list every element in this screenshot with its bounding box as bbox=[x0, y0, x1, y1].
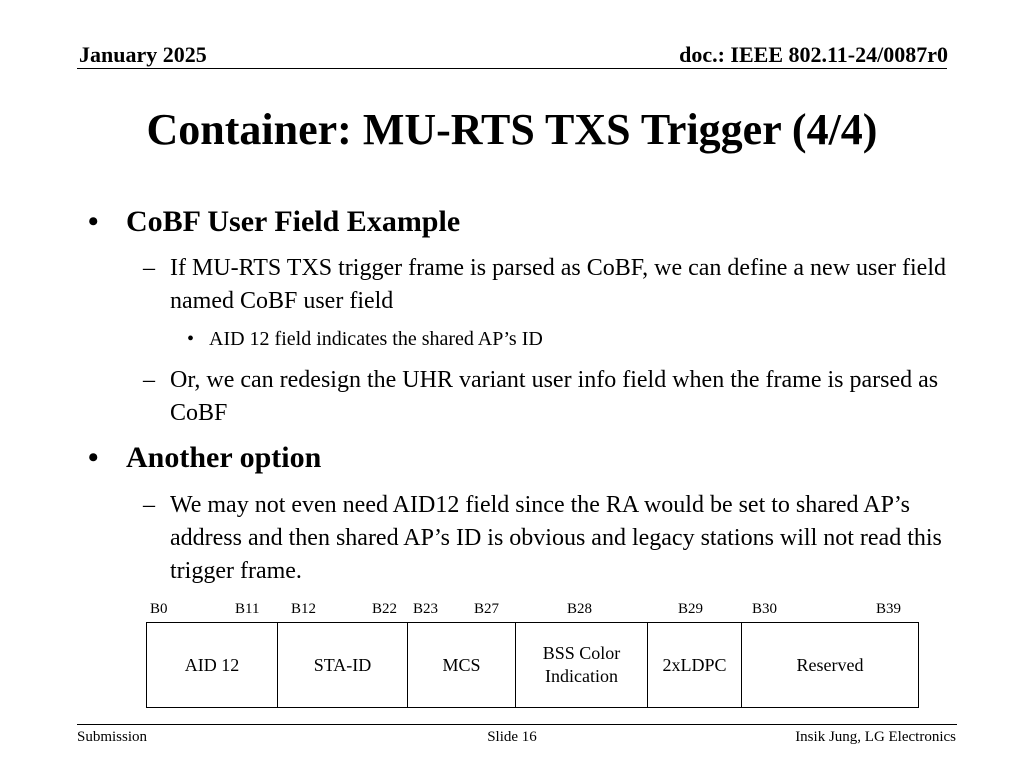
bit-label: B11 bbox=[235, 601, 260, 617]
header-date: January 2025 bbox=[79, 42, 207, 67]
table-row bbox=[147, 623, 919, 708]
field-sta-id: STA-ID bbox=[278, 623, 408, 708]
field-2xldpc: 2xLDPC bbox=[648, 623, 742, 708]
bullet-another-option-heading: Another option bbox=[126, 441, 322, 474]
bullet-cobf-sub2: Or, we can redesign the UHR variant user info field when the frame is parsed as CoBF bbox=[170, 367, 939, 426]
field-aid12: AID 12 bbox=[147, 623, 278, 708]
footer-author: Insik Jung, LG Electronics bbox=[795, 729, 956, 745]
bit-label: B27 bbox=[474, 601, 500, 617]
slide-title: Container: MU-RTS TXS Trigger (4/4) bbox=[146, 105, 878, 154]
bullet-marker-small: • bbox=[187, 328, 195, 350]
footer-slide-number: Slide 16 bbox=[487, 729, 537, 745]
footer-divider bbox=[77, 724, 957, 725]
footer-submission: Submission bbox=[77, 729, 148, 745]
bullet-marker: • bbox=[88, 441, 99, 474]
bit-label: B12 bbox=[291, 601, 317, 617]
cobf-user-field-table bbox=[146, 622, 919, 708]
bit-label: B39 bbox=[876, 601, 902, 617]
bit-label: B28 bbox=[567, 601, 593, 617]
bit-label: B30 bbox=[752, 601, 778, 617]
field-mcs: MCS bbox=[408, 623, 516, 708]
bullet-marker: • bbox=[88, 205, 99, 238]
bullet-another-option-sub1: We may not even need AID12 field since the RA would be set to shared AP’s address and then shared AP’s ID is obvious and legacy stations will not read this trigger frame. bbox=[170, 492, 942, 584]
bullet-cobf-heading: CoBF User Field Example bbox=[126, 205, 461, 238]
bit-label: B22 bbox=[372, 601, 398, 617]
dash-marker: – bbox=[143, 492, 155, 518]
bullet-cobf-sub1-detail: AID 12 field indicates the shared AP’s ID bbox=[209, 328, 543, 350]
dash-marker: – bbox=[143, 367, 155, 393]
dash-marker: – bbox=[143, 255, 155, 281]
header-doc-id: doc.: IEEE 802.11-24/0087r0 bbox=[679, 42, 948, 67]
bullet-cobf-sub1: If MU-RTS TXS trigger frame is parsed as CoBF, we can define a new user field named CoBF user field bbox=[170, 255, 946, 314]
bit-label: B0 bbox=[150, 601, 168, 617]
bit-label: B29 bbox=[678, 601, 704, 617]
field-bss-color-indication: BSS Color Indication bbox=[516, 623, 648, 708]
bit-label: B23 bbox=[413, 601, 439, 617]
field-reserved: Reserved bbox=[742, 623, 919, 708]
header-divider bbox=[77, 68, 947, 69]
